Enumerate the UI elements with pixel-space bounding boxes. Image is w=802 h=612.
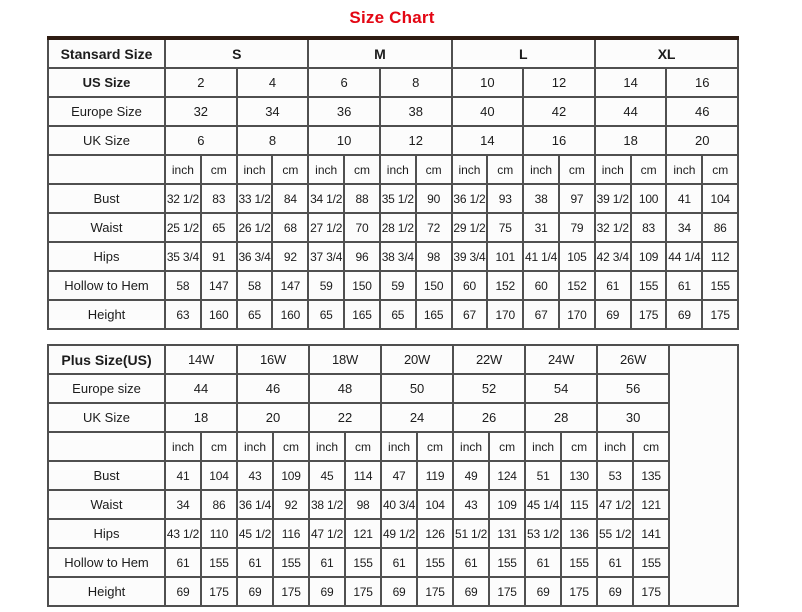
unit-cell-cm: cm [272, 155, 308, 184]
row-label-blank [48, 155, 165, 184]
value-cell: 131 [489, 519, 525, 548]
value-cell: 97 [559, 184, 595, 213]
value-cell: 100 [631, 184, 667, 213]
value-cell: 45 1/2 [237, 519, 273, 548]
size-cell: 26 [453, 403, 525, 432]
value-cell: 104 [201, 461, 237, 490]
value-cell: 69 [381, 577, 417, 606]
value-cell: 31 [523, 213, 559, 242]
unit-cell-inch: inch [165, 155, 201, 184]
measurement-row [48, 577, 738, 606]
value-cell: 26 1/2 [237, 213, 273, 242]
size-cell: 28 [525, 403, 597, 432]
size-cell: 40 [452, 97, 524, 126]
value-cell: 69 [595, 300, 631, 329]
value-cell: 135 [633, 461, 669, 490]
value-cell: 101 [487, 242, 523, 271]
measurement-row [48, 461, 738, 490]
value-cell: 155 [345, 548, 381, 577]
value-cell: 155 [631, 271, 667, 300]
value-cell: 91 [201, 242, 237, 271]
value-cell: 69 [666, 300, 702, 329]
value-cell: 104 [417, 490, 453, 519]
value-cell: 155 [417, 548, 453, 577]
value-cell: 88 [344, 184, 380, 213]
size-cell: 12 [380, 126, 452, 155]
unit-cell-cm: cm [345, 432, 381, 461]
size-cell: 18 [165, 403, 237, 432]
value-cell: 39 3/4 [452, 242, 488, 271]
value-cell: 61 [453, 548, 489, 577]
value-cell: 160 [272, 300, 308, 329]
value-cell: 109 [631, 242, 667, 271]
size-cell: 52 [453, 374, 525, 403]
unit-cell-cm: cm [702, 155, 738, 184]
plus-size-table [47, 344, 739, 607]
value-cell: 51 1/2 [453, 519, 489, 548]
unit-cell-cm: cm [559, 155, 595, 184]
value-cell: 45 1/4 [525, 490, 561, 519]
value-cell: 155 [633, 548, 669, 577]
value-cell: 25 1/2 [165, 213, 201, 242]
value-cell: 59 [308, 271, 344, 300]
unit-cell-inch: inch [523, 155, 559, 184]
value-cell: 116 [273, 519, 309, 548]
value-cell: 34 1/2 [308, 184, 344, 213]
value-cell: 147 [201, 271, 237, 300]
value-cell: 175 [702, 300, 738, 329]
value-cell: 109 [489, 490, 525, 519]
value-cell: 175 [631, 300, 667, 329]
size-cell: 46 [666, 97, 738, 126]
row-label-plus-size-us: Plus Size(US) [48, 345, 165, 374]
size-cell: 20 [237, 403, 309, 432]
size-group-16w: 16W [237, 345, 309, 374]
value-cell: 124 [489, 461, 525, 490]
value-cell: 175 [561, 577, 597, 606]
value-cell: 96 [344, 242, 380, 271]
value-cell: 44 1/4 [666, 242, 702, 271]
size-cell: 12 [523, 68, 595, 97]
size-cell: 36 [308, 97, 380, 126]
row-label-us-size: US Size [48, 68, 165, 97]
unit-cell-inch: inch [525, 432, 561, 461]
size-cell: 10 [452, 68, 524, 97]
size-cell: 20 [666, 126, 738, 155]
size-group-l: L [452, 38, 595, 68]
unit-cell-inch: inch [309, 432, 345, 461]
value-cell: 121 [633, 490, 669, 519]
value-cell: 43 1/2 [165, 519, 201, 548]
value-cell: 152 [487, 271, 523, 300]
size-cell: 8 [380, 68, 452, 97]
value-cell: 130 [561, 461, 597, 490]
row-label-europe-size: Europe Size [48, 97, 165, 126]
value-cell: 69 [237, 577, 273, 606]
value-cell: 41 [165, 461, 201, 490]
size-cell: 22 [309, 403, 381, 432]
value-cell: 43 [453, 490, 489, 519]
value-cell: 33 1/2 [237, 184, 273, 213]
size-group-m: M [308, 38, 451, 68]
value-cell: 155 [561, 548, 597, 577]
unit-cell-inch: inch [453, 432, 489, 461]
size-group-row [48, 345, 738, 374]
unit-cell-inch: inch [237, 155, 273, 184]
value-cell: 61 [597, 548, 633, 577]
value-cell: 112 [702, 242, 738, 271]
value-cell: 65 [237, 300, 273, 329]
size-cell: 54 [525, 374, 597, 403]
value-cell: 41 [666, 184, 702, 213]
value-cell: 126 [417, 519, 453, 548]
value-cell: 51 [525, 461, 561, 490]
value-cell: 35 1/2 [380, 184, 416, 213]
size-cell: 42 [523, 97, 595, 126]
value-cell: 47 [381, 461, 417, 490]
value-cell: 141 [633, 519, 669, 548]
row-label-blank [48, 432, 165, 461]
unit-cell-cm: cm [631, 155, 667, 184]
value-cell: 70 [344, 213, 380, 242]
unit-cell-inch: inch [597, 432, 633, 461]
value-cell: 28 1/2 [380, 213, 416, 242]
size-cell: 30 [597, 403, 669, 432]
value-cell: 155 [489, 548, 525, 577]
row-label-uk-size: UK Size [48, 126, 165, 155]
value-cell: 136 [561, 519, 597, 548]
unit-cell-inch: inch [452, 155, 488, 184]
value-cell: 69 [309, 577, 345, 606]
value-cell: 49 1/2 [381, 519, 417, 548]
value-cell: 61 [525, 548, 561, 577]
value-cell: 83 [201, 184, 237, 213]
value-cell: 175 [417, 577, 453, 606]
unit-cell-inch: inch [165, 432, 201, 461]
size-cell: 50 [381, 374, 453, 403]
value-cell: 60 [452, 271, 488, 300]
value-cell: 104 [702, 184, 738, 213]
value-cell: 42 3/4 [595, 242, 631, 271]
value-cell: 39 1/2 [595, 184, 631, 213]
size-group-18w: 18W [309, 345, 381, 374]
size-cell: 32 [165, 97, 237, 126]
size-chart-sheet [47, 0, 737, 607]
unit-cell-inch: inch [666, 155, 702, 184]
value-cell: 170 [559, 300, 595, 329]
size-group-xl: XL [595, 38, 738, 68]
value-cell: 65 [308, 300, 344, 329]
size-cell: 8 [237, 126, 309, 155]
value-cell: 55 1/2 [597, 519, 633, 548]
value-cell: 69 [597, 577, 633, 606]
value-cell: 152 [559, 271, 595, 300]
row-label-bust: Bust [48, 184, 165, 213]
value-cell: 29 1/2 [452, 213, 488, 242]
size-cell: 24 [381, 403, 453, 432]
value-cell: 34 [666, 213, 702, 242]
row-label-stansard-size: Stansard Size [48, 38, 165, 68]
row-label-uk-size: UK Size [48, 403, 165, 432]
value-cell: 98 [416, 242, 452, 271]
value-cell: 59 [380, 271, 416, 300]
size-header-row [48, 374, 738, 403]
value-cell: 61 [666, 271, 702, 300]
value-cell: 41 1/4 [523, 242, 559, 271]
value-cell: 40 3/4 [381, 490, 417, 519]
unit-row [48, 155, 738, 184]
value-cell: 47 1/2 [309, 519, 345, 548]
page-title: Size Chart [349, 8, 435, 27]
value-cell: 92 [272, 242, 308, 271]
value-cell: 109 [273, 461, 309, 490]
value-cell: 61 [595, 271, 631, 300]
value-cell: 75 [487, 213, 523, 242]
value-cell: 165 [416, 300, 452, 329]
value-cell: 121 [345, 519, 381, 548]
size-group-22w: 22W [453, 345, 525, 374]
value-cell: 37 3/4 [308, 242, 344, 271]
value-cell: 65 [380, 300, 416, 329]
value-cell: 175 [633, 577, 669, 606]
value-cell: 65 [201, 213, 237, 242]
value-cell: 119 [417, 461, 453, 490]
size-cell: 56 [597, 374, 669, 403]
value-cell: 150 [416, 271, 452, 300]
value-cell: 36 1/2 [452, 184, 488, 213]
value-cell: 69 [525, 577, 561, 606]
value-cell: 155 [702, 271, 738, 300]
value-cell: 69 [165, 577, 201, 606]
value-cell: 38 3/4 [380, 242, 416, 271]
value-cell: 34 [165, 490, 201, 519]
size-cell: 44 [595, 97, 667, 126]
size-header-row [48, 126, 738, 155]
value-cell: 32 1/2 [165, 184, 201, 213]
size-header-row [48, 68, 738, 97]
value-cell: 86 [201, 490, 237, 519]
size-group-20w: 20W [381, 345, 453, 374]
value-cell: 43 [237, 461, 273, 490]
size-cell: 18 [595, 126, 667, 155]
standard-size-table [47, 36, 739, 330]
value-cell: 67 [452, 300, 488, 329]
row-label-hollow-to-hem: Hollow to Hem [48, 271, 165, 300]
unit-cell-inch: inch [237, 432, 273, 461]
value-cell: 45 [309, 461, 345, 490]
measurement-row [48, 184, 738, 213]
measurement-row [48, 548, 738, 577]
size-group-26w: 26W [597, 345, 669, 374]
value-cell: 175 [345, 577, 381, 606]
value-cell: 36 1/4 [237, 490, 273, 519]
unit-cell-cm: cm [344, 155, 380, 184]
row-label-hips: Hips [48, 242, 165, 271]
value-cell: 68 [272, 213, 308, 242]
row-label-waist: Waist [48, 213, 165, 242]
value-cell: 110 [201, 519, 237, 548]
value-cell: 93 [487, 184, 523, 213]
value-cell: 115 [561, 490, 597, 519]
row-label-europe-size: Europe size [48, 374, 165, 403]
row-label-hips: Hips [48, 519, 165, 548]
unit-cell-cm: cm [273, 432, 309, 461]
row-label-bust: Bust [48, 461, 165, 490]
measurement-row [48, 271, 738, 300]
value-cell: 60 [523, 271, 559, 300]
size-cell: 48 [309, 374, 381, 403]
size-cell: 10 [308, 126, 380, 155]
value-cell: 165 [344, 300, 380, 329]
value-cell: 53 1/2 [525, 519, 561, 548]
value-cell: 105 [559, 242, 595, 271]
value-cell: 69 [453, 577, 489, 606]
size-cell: 14 [452, 126, 524, 155]
size-cell: 46 [237, 374, 309, 403]
value-cell: 86 [702, 213, 738, 242]
unit-cell-inch: inch [380, 155, 416, 184]
value-cell: 27 1/2 [308, 213, 344, 242]
value-cell: 61 [237, 548, 273, 577]
size-cell: 6 [308, 68, 380, 97]
empty-cell [669, 345, 738, 606]
value-cell: 61 [381, 548, 417, 577]
value-cell: 72 [416, 213, 452, 242]
unit-cell-inch: inch [381, 432, 417, 461]
value-cell: 160 [201, 300, 237, 329]
size-cell: 14 [595, 68, 667, 97]
size-group-24w: 24W [525, 345, 597, 374]
unit-cell-cm: cm [201, 155, 237, 184]
unit-cell-cm: cm [201, 432, 237, 461]
unit-cell-cm: cm [416, 155, 452, 184]
measurement-row [48, 213, 738, 242]
size-group-14w: 14W [165, 345, 237, 374]
row-label-height: Height [48, 577, 165, 606]
value-cell: 83 [631, 213, 667, 242]
size-cell: 38 [380, 97, 452, 126]
row-label-hollow-to-hem: Hollow to Hem [48, 548, 165, 577]
size-cell: 44 [165, 374, 237, 403]
value-cell: 58 [237, 271, 273, 300]
measurement-row [48, 300, 738, 329]
size-cell: 16 [666, 68, 738, 97]
size-cell: 4 [237, 68, 309, 97]
value-cell: 53 [597, 461, 633, 490]
size-header-row [48, 97, 738, 126]
row-label-waist: Waist [48, 490, 165, 519]
value-cell: 63 [165, 300, 201, 329]
value-cell: 92 [273, 490, 309, 519]
size-header-row [48, 403, 738, 432]
value-cell: 155 [201, 548, 237, 577]
unit-cell-cm: cm [487, 155, 523, 184]
value-cell: 175 [201, 577, 237, 606]
unit-cell-inch: inch [308, 155, 344, 184]
value-cell: 61 [309, 548, 345, 577]
value-cell: 38 [523, 184, 559, 213]
value-cell: 67 [523, 300, 559, 329]
value-cell: 47 1/2 [597, 490, 633, 519]
value-cell: 175 [489, 577, 525, 606]
value-cell: 84 [272, 184, 308, 213]
value-cell: 98 [345, 490, 381, 519]
value-cell: 32 1/2 [595, 213, 631, 242]
unit-cell-cm: cm [633, 432, 669, 461]
measurement-row [48, 490, 738, 519]
value-cell: 61 [165, 548, 201, 577]
value-cell: 36 3/4 [237, 242, 273, 271]
unit-row [48, 432, 738, 461]
value-cell: 147 [272, 271, 308, 300]
size-group-s: S [165, 38, 308, 68]
value-cell: 175 [273, 577, 309, 606]
value-cell: 150 [344, 271, 380, 300]
measurement-row [48, 242, 738, 271]
size-cell: 2 [165, 68, 237, 97]
value-cell: 155 [273, 548, 309, 577]
value-cell: 90 [416, 184, 452, 213]
size-cell: 34 [237, 97, 309, 126]
measurement-row [48, 519, 738, 548]
value-cell: 58 [165, 271, 201, 300]
size-group-row [48, 38, 738, 68]
value-cell: 79 [559, 213, 595, 242]
value-cell: 49 [453, 461, 489, 490]
size-cell: 6 [165, 126, 237, 155]
value-cell: 114 [345, 461, 381, 490]
unit-cell-cm: cm [417, 432, 453, 461]
size-cell: 16 [523, 126, 595, 155]
unit-cell-inch: inch [595, 155, 631, 184]
unit-cell-cm: cm [561, 432, 597, 461]
unit-cell-cm: cm [489, 432, 525, 461]
row-label-height: Height [48, 300, 165, 329]
value-cell: 35 3/4 [165, 242, 201, 271]
value-cell: 170 [487, 300, 523, 329]
value-cell: 38 1/2 [309, 490, 345, 519]
